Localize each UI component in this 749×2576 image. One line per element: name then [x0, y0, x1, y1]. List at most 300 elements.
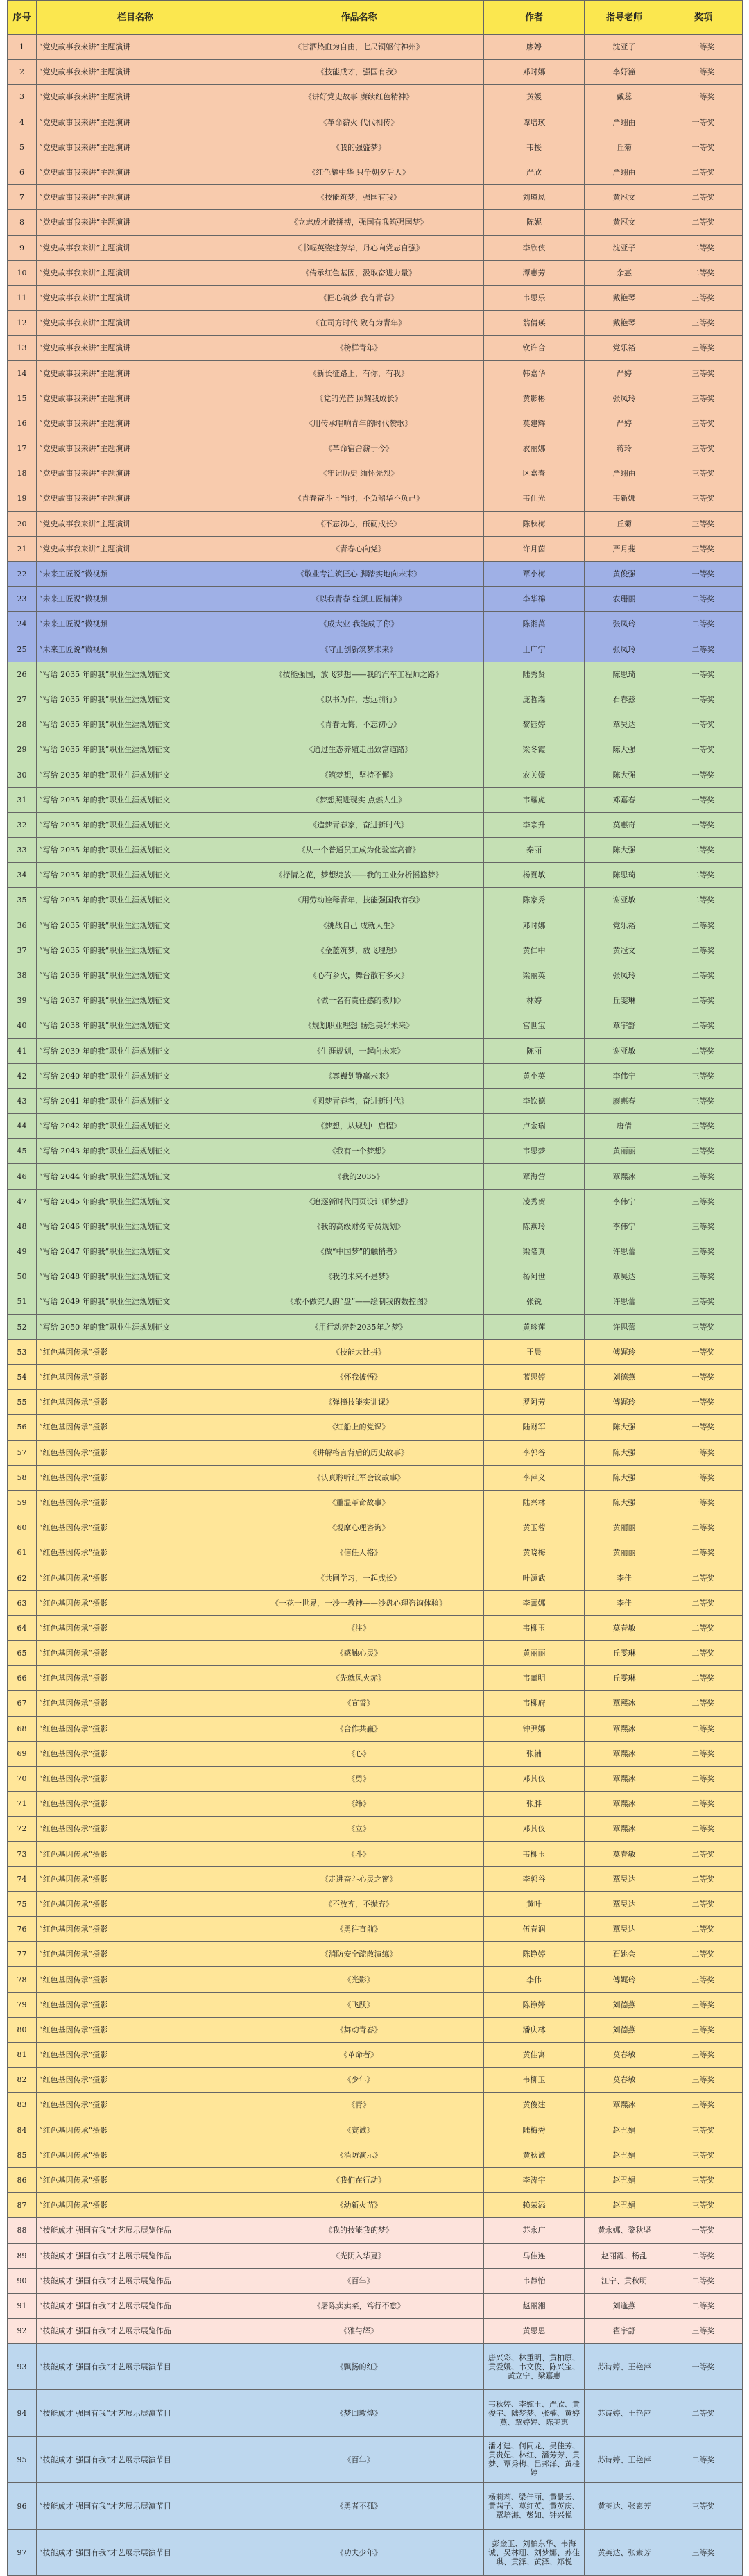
cell-teacher: 莫惠奇: [585, 812, 664, 837]
table-row: [8, 1891, 743, 1916]
table-row: [8, 1967, 743, 1992]
cell-author: 邓时娜: [484, 60, 585, 85]
cell-award: 三等奖: [664, 1063, 743, 1088]
cell-award: 二等奖: [664, 2243, 743, 2268]
cell-teacher: 黄丽丽: [585, 1515, 664, 1540]
cell-work: 《技能强国，放飞梦想——我的汽车工程师之路》: [234, 662, 484, 687]
cell-no: 80: [8, 2017, 37, 2042]
table-row: [8, 712, 743, 737]
cell-author: 宫世宝: [484, 1013, 585, 1038]
table-row: [8, 2243, 743, 2268]
cell-teacher: 覃昊达: [585, 1891, 664, 1916]
cell-teacher: 傅娓玲: [585, 1339, 664, 1364]
header-work: 作品名称: [234, 1, 484, 35]
cell-author: 杨莉莉、梁佳丽、黄景云、黄茜子、莫红英、黄英庆、覃培海、彭如、钟兴悦: [484, 2483, 585, 2530]
cell-teacher: 李伟宁: [585, 1214, 664, 1239]
table-row: [8, 185, 743, 210]
cell-author: 黄俊建: [484, 2093, 585, 2118]
cell-work: 《立志成才敢拼搏，强国有我筑强国梦》: [234, 210, 484, 235]
table-row: [8, 1590, 743, 1615]
cell-column: “红色基因传承”摄影: [37, 1817, 234, 1841]
table-row: [8, 1641, 743, 1666]
table-row: [8, 687, 743, 712]
cell-column: “党史故事我来讲”主题演讲: [37, 536, 234, 561]
cell-no: 57: [8, 1440, 37, 1465]
cell-teacher: 覃昊达: [585, 1917, 664, 1942]
table-row: [8, 838, 743, 863]
cell-column: “红色基因传承”摄影: [37, 1615, 234, 1640]
cell-work: 《牢记历史 缅怀先烈》: [234, 461, 484, 486]
cell-work: 《我的未来不是梦》: [234, 1264, 484, 1289]
cell-work: 《梦想，从规划中启程》: [234, 1114, 484, 1139]
cell-teacher: 许思蕾: [585, 1239, 664, 1264]
cell-teacher: 傅娓玲: [585, 1967, 664, 1992]
cell-no: 28: [8, 712, 37, 737]
cell-column: “红色基因传承”摄影: [37, 1590, 234, 1615]
cell-column: “党史故事我来讲”主题演讲: [37, 260, 234, 285]
cell-no: 9: [8, 235, 37, 260]
cell-teacher: 江宁、黄秋明: [585, 2268, 664, 2293]
cell-teacher: 丘雯琳: [585, 1666, 664, 1691]
cell-author: 黄仁中: [484, 938, 585, 963]
cell-column: “党史故事我来讲”主题演讲: [37, 185, 234, 210]
cell-author: 蓝思婷: [484, 1364, 585, 1389]
cell-author: 陈铮婷: [484, 1992, 585, 2017]
cell-work: 《消防演示》: [234, 2143, 484, 2167]
cell-author: 谭培瑛: [484, 110, 585, 135]
cell-award: 一等奖: [664, 712, 743, 737]
table-row: [8, 587, 743, 612]
cell-teacher: 韦新娜: [585, 486, 664, 511]
table-row: [8, 110, 743, 135]
table-row: [8, 1314, 743, 1339]
cell-no: 23: [8, 587, 37, 612]
cell-award: 二等奖: [664, 637, 743, 662]
cell-author: 苏永广: [484, 2218, 585, 2243]
cell-column: “红色基因传承”摄影: [37, 2068, 234, 2093]
cell-work: 《信任人格》: [234, 1540, 484, 1565]
cell-work: 《造梦青春家，奋进新时代》: [234, 812, 484, 837]
cell-no: 8: [8, 210, 37, 235]
cell-award: 一等奖: [664, 85, 743, 110]
cell-work: 《百年》: [234, 2268, 484, 2293]
cell-teacher: 覃熙冰: [585, 1741, 664, 1766]
cell-work: 《技能筑梦，强国有我》: [234, 185, 484, 210]
table-row: [8, 662, 743, 687]
table-row: [8, 60, 743, 85]
cell-author: 李伟: [484, 1967, 585, 1992]
cell-no: 78: [8, 1967, 37, 1992]
table-row: [8, 1942, 743, 1967]
cell-author: 黄玉蓉: [484, 1515, 585, 1540]
cell-award: 二等奖: [664, 1038, 743, 1063]
cell-award: 二等奖: [664, 185, 743, 210]
cell-work: 《一花一世界，一沙一教神——沙盘心理咨询体验》: [234, 1590, 484, 1615]
cell-teacher: 李佳: [585, 1565, 664, 1590]
table-row: [8, 938, 743, 963]
cell-author: 韦思梦: [484, 1139, 585, 1164]
cell-work: 《纬》: [234, 1792, 484, 1817]
table-row: [8, 436, 743, 461]
cell-work: 《观摩心理咨询》: [234, 1515, 484, 1540]
cell-teacher: 覃宇舒: [585, 1013, 664, 1038]
cell-award: 二等奖: [664, 2293, 743, 2318]
cell-author: 陆梅秀: [484, 2118, 585, 2143]
cell-no: 68: [8, 1716, 37, 1741]
cell-column: “红色基因传承”摄影: [37, 1866, 234, 1891]
cell-work: 《敬业专注筑匠心 脚踏实地向未来》: [234, 561, 484, 586]
cell-column: “未来工匠说”微视频: [37, 637, 234, 662]
cell-no: 91: [8, 2293, 37, 2318]
cell-teacher: 石姚会: [585, 1942, 664, 1967]
table-row: [8, 2093, 743, 2118]
cell-teacher: 丘菊: [585, 135, 664, 160]
cell-award: 三等奖: [664, 2118, 743, 2143]
cell-award: 三等奖: [664, 1189, 743, 1214]
cell-column: “党史故事我来讲”主题演讲: [37, 160, 234, 184]
cell-work: 《寨巍划静赢未来》: [234, 1063, 484, 1088]
table-row: [8, 2167, 743, 2192]
cell-no: 43: [8, 1088, 37, 1113]
cell-column: “写给 2039 年的我”职业生涯规划征文: [37, 1038, 234, 1063]
cell-teacher: 覃熙冰: [585, 1766, 664, 1791]
cell-teacher: 李伟宁: [585, 1189, 664, 1214]
awards-table: [7, 0, 743, 2576]
cell-award: 三等奖: [664, 486, 743, 511]
cell-author: 韦耀虎: [484, 787, 585, 812]
cell-work: 《做“中国梦”的触梢者》: [234, 1239, 484, 1264]
cell-award: 二等奖: [664, 1615, 743, 1640]
cell-award: 一等奖: [664, 60, 743, 85]
cell-award: 一等奖: [664, 1440, 743, 1465]
table-row: [8, 386, 743, 411]
cell-work: 《先就风火赤》: [234, 1666, 484, 1691]
cell-award: 三等奖: [664, 2143, 743, 2167]
cell-column: “红色基因传承”摄影: [37, 1891, 234, 1916]
cell-column: “写给 2037 年的我”职业生涯规划征文: [37, 988, 234, 1013]
cell-no: 87: [8, 2193, 37, 2218]
cell-no: 41: [8, 1038, 37, 1063]
cell-teacher: 唐倩: [585, 1114, 664, 1139]
cell-column: “红色基因传承”摄影: [37, 2167, 234, 2192]
cell-column: “党史故事我来讲”主题演讲: [37, 110, 234, 135]
cell-no: 81: [8, 2043, 37, 2068]
table-row: [8, 1264, 743, 1289]
table-row: [8, 1917, 743, 1942]
cell-author: 韦仕光: [484, 486, 585, 511]
cell-teacher: 赵丑娟: [585, 2167, 664, 2192]
cell-no: 79: [8, 1992, 37, 2017]
cell-column: “写给 2045 年的我”职业生涯规划征文: [37, 1189, 234, 1214]
cell-author: 韦董明: [484, 1666, 585, 1691]
cell-work: 《青》: [234, 2093, 484, 2118]
table-row: [8, 160, 743, 184]
cell-teacher: 陈思琦: [585, 662, 664, 687]
cell-award: 二等奖: [664, 938, 743, 963]
cell-column: “红色基因传承”摄影: [37, 1992, 234, 2017]
cell-teacher: 黄永娜、黎秋坚: [585, 2218, 664, 2243]
cell-teacher: 严翊由: [585, 110, 664, 135]
cell-work: 《金蓝筑梦，放飞理想》: [234, 938, 484, 963]
cell-teacher: 莫春敏: [585, 2043, 664, 2068]
cell-award: 一等奖: [664, 1415, 743, 1440]
cell-teacher: 赵丽霞、杨乱: [585, 2243, 664, 2268]
cell-work: 《重温革命故事》: [234, 1490, 484, 1515]
cell-column: “写给 2044 年的我”职业生涯规划征文: [37, 1164, 234, 1189]
cell-award: 二等奖: [664, 1841, 743, 1866]
cell-column: “写给 2049 年的我”职业生涯规划征文: [37, 1289, 234, 1314]
cell-author: 赵丽湘: [484, 2293, 585, 2318]
cell-no: 50: [8, 1264, 37, 1289]
cell-author: 唐兴彩、林重明、黄柏原、黄爱媛、韦文俊、陈兴宝、黄立宁、梁嘉惠: [484, 2344, 585, 2390]
cell-teacher: 陈思琦: [585, 863, 664, 888]
cell-work: 《圆梦青春者，奋进新时代》: [234, 1088, 484, 1113]
cell-work: 《赛诚》: [234, 2118, 484, 2143]
cell-no: 5: [8, 135, 37, 160]
cell-column: “写给 2050 年的我”职业生涯规划征文: [37, 1314, 234, 1339]
cell-author: 邓其仪: [484, 1766, 585, 1791]
cell-no: 75: [8, 1891, 37, 1916]
cell-no: 1: [8, 35, 37, 60]
cell-column: “写给 2035 年的我”职业生涯规划征文: [37, 687, 234, 712]
cell-teacher: 覃熙冰: [585, 1792, 664, 1817]
cell-column: “红色基因传承”摄影: [37, 1716, 234, 1741]
cell-column: “红色基因传承”摄影: [37, 1691, 234, 1716]
cell-no: 70: [8, 1766, 37, 1791]
cell-author: 钟尹娜: [484, 1716, 585, 1741]
cell-author: 覃海营: [484, 1164, 585, 1189]
cell-no: 61: [8, 1540, 37, 1565]
cell-work: 《勇》: [234, 1766, 484, 1791]
cell-award: 三等奖: [664, 1164, 743, 1189]
cell-teacher: 石春兹: [585, 687, 664, 712]
cell-award: 三等奖: [664, 436, 743, 461]
cell-column: “红色基因传承”摄影: [37, 1641, 234, 1666]
table-row: [8, 1390, 743, 1415]
cell-no: 76: [8, 1917, 37, 1942]
table-row: [8, 1817, 743, 1841]
cell-award: 二等奖: [664, 2268, 743, 2293]
cell-teacher: 党乐裕: [585, 336, 664, 361]
cell-work: 《认真聆听红军会议故事》: [234, 1465, 484, 1490]
cell-no: 24: [8, 612, 37, 637]
cell-no: 59: [8, 1490, 37, 1515]
cell-teacher: 党乐裕: [585, 913, 664, 938]
cell-author: 王广宁: [484, 637, 585, 662]
cell-work: 《用行动奔赴2035年之梦》: [234, 1314, 484, 1339]
cell-award: 一等奖: [664, 1339, 743, 1364]
cell-author: 潭惠芳: [484, 260, 585, 285]
cell-author: 陈秋梅: [484, 511, 585, 536]
cell-work: 《感触心灵》: [234, 1641, 484, 1666]
cell-work: 《榜样青年》: [234, 336, 484, 361]
cell-award: 二等奖: [664, 1866, 743, 1891]
table-row: [8, 461, 743, 486]
cell-teacher: 沈亚子: [585, 235, 664, 260]
cell-column: “党史故事我来讲”主题演讲: [37, 336, 234, 361]
cell-teacher: 严翊由: [585, 461, 664, 486]
cell-column: “写给 2043 年的我”职业生涯规划征文: [37, 1139, 234, 1164]
cell-author: 黄思思: [484, 2319, 585, 2344]
cell-award: 三等奖: [664, 1289, 743, 1314]
table-row: [8, 1139, 743, 1164]
table-row: [8, 2390, 743, 2437]
cell-author: 韦思乐: [484, 285, 585, 310]
table-row: [8, 1339, 743, 1364]
cell-column: “红色基因传承”摄影: [37, 1565, 234, 1590]
cell-work: 《勇者不孤》: [234, 2483, 484, 2530]
table-row: [8, 561, 743, 586]
table-row: [8, 2143, 743, 2167]
cell-award: 二等奖: [664, 1817, 743, 1841]
cell-award: 一等奖: [664, 1390, 743, 1415]
cell-teacher: 覃昊达: [585, 712, 664, 737]
cell-award: 三等奖: [664, 386, 743, 411]
cell-teacher: 张凤玲: [585, 612, 664, 637]
cell-author: 邓其仪: [484, 1817, 585, 1841]
cell-work: 《幼新火苗》: [234, 2193, 484, 2218]
table-row: [8, 637, 743, 662]
cell-no: 88: [8, 2218, 37, 2243]
cell-author: 陆财军: [484, 1415, 585, 1440]
cell-column: “红色基因传承”摄影: [37, 1917, 234, 1942]
cell-column: “党史故事我来讲”主题演讲: [37, 85, 234, 110]
cell-column: “写给 2036 年的我”职业生涯规划征文: [37, 963, 234, 988]
cell-award: 一等奖: [664, 662, 743, 687]
cell-no: 82: [8, 2068, 37, 2093]
cell-award: 二等奖: [664, 1691, 743, 1716]
cell-work: 《立》: [234, 1817, 484, 1841]
cell-teacher: 陈大强: [585, 838, 664, 863]
cell-author: 黎钰婷: [484, 712, 585, 737]
cell-award: 三等奖: [664, 2193, 743, 2218]
cell-award: 三等奖: [664, 311, 743, 336]
cell-author: 李萍义: [484, 1465, 585, 1490]
cell-column: “红色基因传承”摄影: [37, 2143, 234, 2167]
cell-no: 66: [8, 1666, 37, 1691]
cell-award: 三等奖: [664, 511, 743, 536]
cell-work: 《不忘初心，砥砺成长》: [234, 511, 484, 536]
cell-award: 二等奖: [664, 963, 743, 988]
cell-teacher: 黄冠文: [585, 938, 664, 963]
cell-teacher: 李佳: [585, 1590, 664, 1615]
table-header-row: [8, 1, 743, 35]
cell-column: “技能成才 强国有我”才艺展示展演节目: [37, 2530, 234, 2576]
cell-no: 10: [8, 260, 37, 285]
cell-no: 38: [8, 963, 37, 988]
cell-award: 三等奖: [664, 2043, 743, 2068]
cell-award: 三等奖: [664, 2017, 743, 2042]
cell-no: 39: [8, 988, 37, 1013]
cell-teacher: 张凤玲: [585, 386, 664, 411]
cell-no: 6: [8, 160, 37, 184]
cell-teacher: 苏诗婷、王艳萍: [585, 2390, 664, 2437]
cell-no: 25: [8, 637, 37, 662]
cell-award: 二等奖: [664, 863, 743, 888]
cell-award: 三等奖: [664, 2483, 743, 2530]
cell-award: 二等奖: [664, 1741, 743, 1766]
cell-teacher: 沈亚子: [585, 35, 664, 60]
cell-work: 《在司方时代 致有为青年》: [234, 311, 484, 336]
cell-work: 《不放弃，不抛弃》: [234, 1891, 484, 1916]
table-row: [8, 737, 743, 762]
cell-work: 《书幅英姿绽芳华，丹心向党志自强》: [234, 235, 484, 260]
table-row: [8, 260, 743, 285]
cell-author: 庞哲森: [484, 687, 585, 712]
table-row: [8, 2017, 743, 2042]
table-row: [8, 2068, 743, 2093]
table-row: [8, 2437, 743, 2483]
table-row: [8, 486, 743, 511]
cell-award: 二等奖: [664, 160, 743, 184]
cell-work: 《成大业 我能成了你》: [234, 612, 484, 637]
cell-work: 《筑梦想，坚持不懈》: [234, 762, 484, 787]
cell-work: 《守正创新筑梦未来》: [234, 637, 484, 662]
cell-teacher: 谢亚敏: [585, 1038, 664, 1063]
cell-column: “红色基因传承”摄影: [37, 2017, 234, 2042]
cell-column: “写给 2040 年的我”职业生涯规划征文: [37, 1063, 234, 1088]
cell-column: “写给 2035 年的我”职业生涯规划征文: [37, 662, 234, 687]
cell-work: 《宣誓》: [234, 1691, 484, 1716]
cell-no: 92: [8, 2319, 37, 2344]
cell-award: 二等奖: [664, 888, 743, 913]
cell-work: 《光阴入华夏》: [234, 2243, 484, 2268]
table-row: [8, 1666, 743, 1691]
cell-teacher: 刘德燕: [585, 2017, 664, 2042]
cell-no: 53: [8, 1339, 37, 1364]
cell-no: 40: [8, 1013, 37, 1038]
cell-author: 陈妮: [484, 210, 585, 235]
cell-award: 二等奖: [664, 1565, 743, 1590]
cell-author: 杨夏敏: [484, 863, 585, 888]
cell-award: 三等奖: [664, 2319, 743, 2344]
cell-award: 二等奖: [664, 838, 743, 863]
cell-no: 97: [8, 2530, 37, 2576]
cell-author: 王晨: [484, 1339, 585, 1364]
cell-no: 58: [8, 1465, 37, 1490]
table-row: [8, 1465, 743, 1490]
table-row: [8, 135, 743, 160]
cell-work: 《走进奋斗心灵之窗》: [234, 1866, 484, 1891]
cell-teacher: 丘雯琳: [585, 1641, 664, 1666]
table-row: [8, 1013, 743, 1038]
table-row: [8, 2218, 743, 2243]
cell-award: 二等奖: [664, 1891, 743, 1916]
cell-column: “写给 2046 年的我”职业生涯规划征文: [37, 1214, 234, 1239]
cell-work: 《追逐新时代同页设计师梦想》: [234, 1189, 484, 1214]
cell-column: “写给 2035 年的我”职业生涯规划征文: [37, 787, 234, 812]
cell-column: “未来工匠说”微视频: [37, 587, 234, 612]
cell-author: 叶源武: [484, 1565, 585, 1590]
cell-work: 《光影》: [234, 1967, 484, 1992]
cell-work: 《通过生态养殖走出致富道路》: [234, 737, 484, 762]
cell-column: “党史故事我来讲”主题演讲: [37, 285, 234, 310]
cell-no: 17: [8, 436, 37, 461]
cell-author: 韦柳玉: [484, 1615, 585, 1640]
cell-no: 65: [8, 1641, 37, 1666]
table-row: [8, 1841, 743, 1866]
cell-column: “红色基因传承”摄影: [37, 1792, 234, 1817]
cell-author: 李郭谷: [484, 1440, 585, 1465]
cell-column: “党史故事我来讲”主题演讲: [37, 60, 234, 85]
cell-award: 三等奖: [664, 361, 743, 386]
cell-work: 《技能成才，强国有我》: [234, 60, 484, 85]
cell-no: 22: [8, 561, 37, 586]
table-row: [8, 988, 743, 1013]
cell-work: 《挑战自己 成就人生》: [234, 913, 484, 938]
cell-no: 64: [8, 1615, 37, 1640]
table-row: [8, 2118, 743, 2143]
